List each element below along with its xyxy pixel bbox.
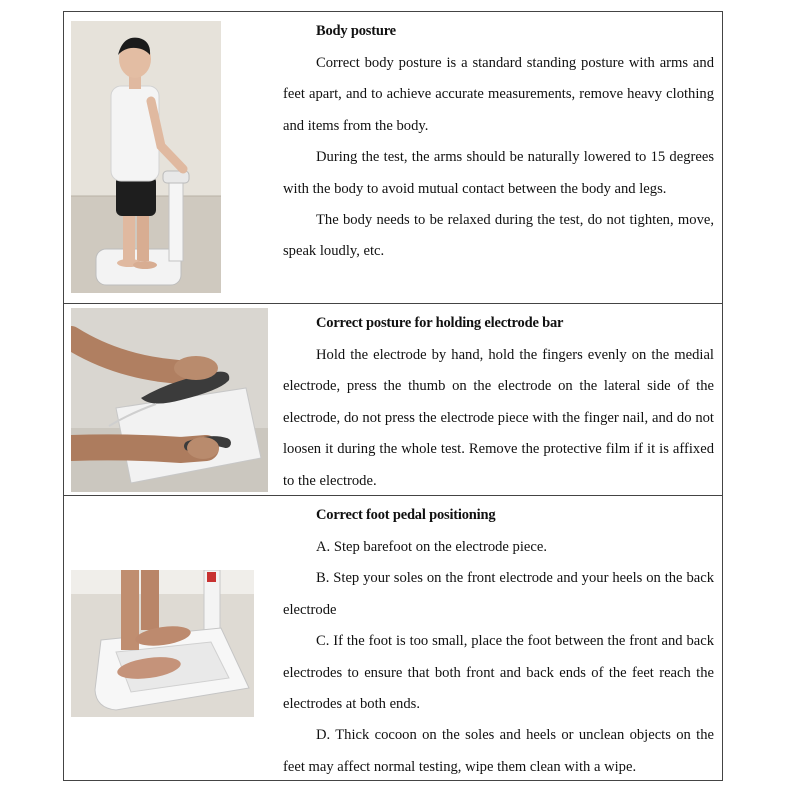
standing-person-illustration: [71, 21, 221, 293]
hands-holding-electrode-illustration: [71, 308, 268, 492]
section-heading: Correct posture for holding electrode bar: [316, 315, 564, 331]
electrode-bar-photo: [71, 308, 268, 492]
paragraph: D. Thick cocoon on the soles and heels or unclean objects on the feet may affect normal testing, wipe them clean with a wipe.: [283, 727, 714, 775]
paragraph: A. Step barefoot on the electrode piece.: [316, 539, 547, 555]
paragraph: Correct body posture is a standard standing posture with arms and feet apart, and to achieve accurate measurements, remove heavy clothing and items from the body.: [283, 55, 714, 134]
instruction-table: [63, 11, 723, 781]
foot-pedal-photo: [71, 570, 254, 717]
section-foot-pedal: [64, 495, 722, 780]
paragraph: During the test, the arms should be naturally lowered to 15 degrees with the body to avoid mutual contact between the body and legs.: [283, 149, 714, 197]
paragraph: C. If the foot is too small, place the foot between the front and back electrodes to ensure that both front and back ends of the feet reach the electrodes at both ends.: [283, 633, 714, 713]
section-electrode-bar: [64, 303, 722, 495]
section-heading: Body posture: [316, 23, 396, 39]
paragraph: Hold the electrode by hand, hold the fingers evenly on the medial electrode, press the thumb on the electrode on the lateral side of the electrode, do not press the electrode piece with the finger nail, and do not loosen it during the whole test. Remove the protective film if it is affixed to the electrode.: [283, 347, 714, 489]
paragraph: B. Step your soles on the front electrode and your heels on the back electrode: [283, 570, 714, 618]
body-posture-photo: [71, 21, 221, 293]
foot-pedal-text: [283, 505, 714, 783]
body-posture-text: [283, 21, 714, 268]
section-heading: Correct foot pedal positioning: [316, 507, 496, 523]
section-body-posture: [64, 12, 722, 303]
electrode-bar-text: [283, 313, 714, 497]
feet-on-platform-illustration: [71, 570, 254, 717]
paragraph: The body needs to be relaxed during the test, do not tighten, move, speak loudly, etc.: [283, 212, 714, 260]
